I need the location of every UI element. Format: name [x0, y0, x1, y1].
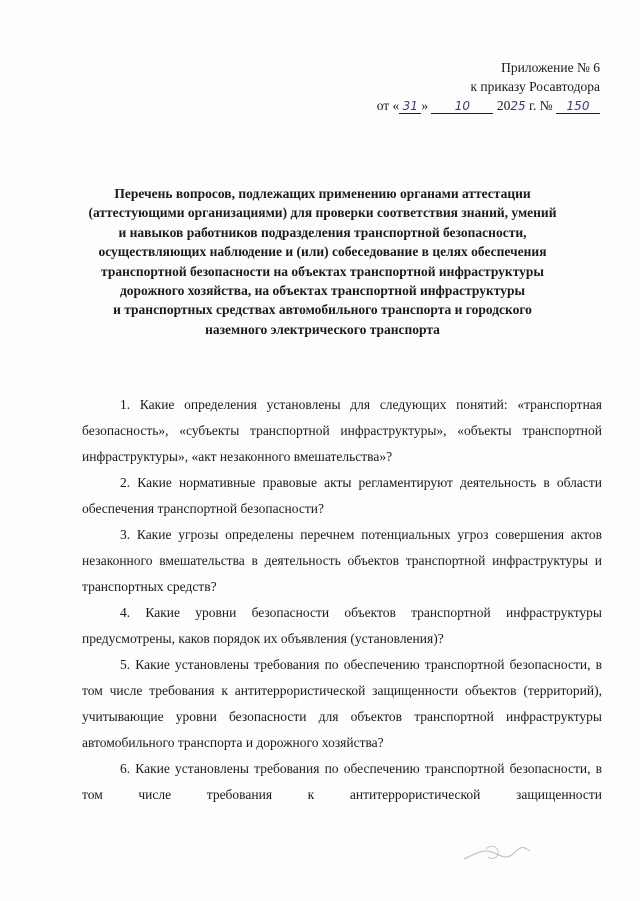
- signature-mark: [462, 843, 532, 865]
- date-mid: »: [421, 98, 429, 113]
- date-year-suffix: г. №: [528, 98, 553, 113]
- date-prefix: от «: [376, 98, 400, 113]
- questions-list: [82, 392, 602, 808]
- date-year-prefix: 20: [496, 98, 511, 113]
- appendix-order-reference: к приказу Росавтодора: [470, 79, 600, 94]
- title-line: Перечень вопросов, подлежащих применению органами аттестации: [114, 186, 531, 201]
- question-item: 6. Какие установлены требования по обеспечению транспортной безопасности, в том числе требования к антитеррористической защищенности: [82, 761, 602, 802]
- question-item: 5. Какие установлены требования по обеспечению транспортной безопасности, в том числе требования к антитеррористической защищенности объектов (территорий), учитывающие уровни безопасности для объектов транспортной инфраструктуры автомобильного транспорта и дорожного хозяйства?: [82, 657, 602, 750]
- question-item: 4. Какие уровни безопасности объектов транспортной инфраструктуры предусмотрены, каков порядок их объявления (установления)?: [82, 605, 602, 646]
- appendix-header: [340, 58, 600, 116]
- question-item: 3. Какие угрозы определены перечнем потенциальных угроз совершения актов незаконного вмешательства в деятельность объектов транспортной инфраструктуры и транспортных средств?: [82, 527, 602, 594]
- date-month: 10: [431, 99, 493, 114]
- title-line: (аттестующими организациями) для проверки соответствия знаний, умений: [88, 205, 557, 221]
- order-number: 150: [556, 99, 600, 114]
- question-item: 2. Какие нормативные правовые акты регламентируют деятельность в области обеспечения транспортной безопасности?: [82, 475, 602, 516]
- date-year: 25: [510, 99, 526, 113]
- title-line: дорожного хозяйства, на объектах транспортной инфраструктуры: [119, 283, 526, 299]
- title-line: осуществляющих наблюдение и (или) собеседование в целях обеспечения: [98, 244, 547, 260]
- date-day: 31: [399, 99, 421, 114]
- title-line: и навыков работников подразделения транспортной безопасности,: [118, 224, 527, 240]
- title-line: транспортной безопасности на объектах транспортной инфраструктуры: [101, 263, 544, 279]
- appendix-number: Приложение № 6: [501, 60, 600, 75]
- document-title: [60, 184, 585, 339]
- title-line: и транспортных средствах автомобильного транспорта и городского: [113, 302, 532, 318]
- question-item: 1. Какие определения установлены для следующих понятий: «транспортная безопасность», «субъекты транспортной инфраструктуры», «объекты транспортной инфраструктуры», «акт незаконного вмешательства»?: [82, 397, 602, 464]
- appendix-date-line: [340, 96, 600, 116]
- title-line: наземного электрического транспорта: [205, 321, 440, 337]
